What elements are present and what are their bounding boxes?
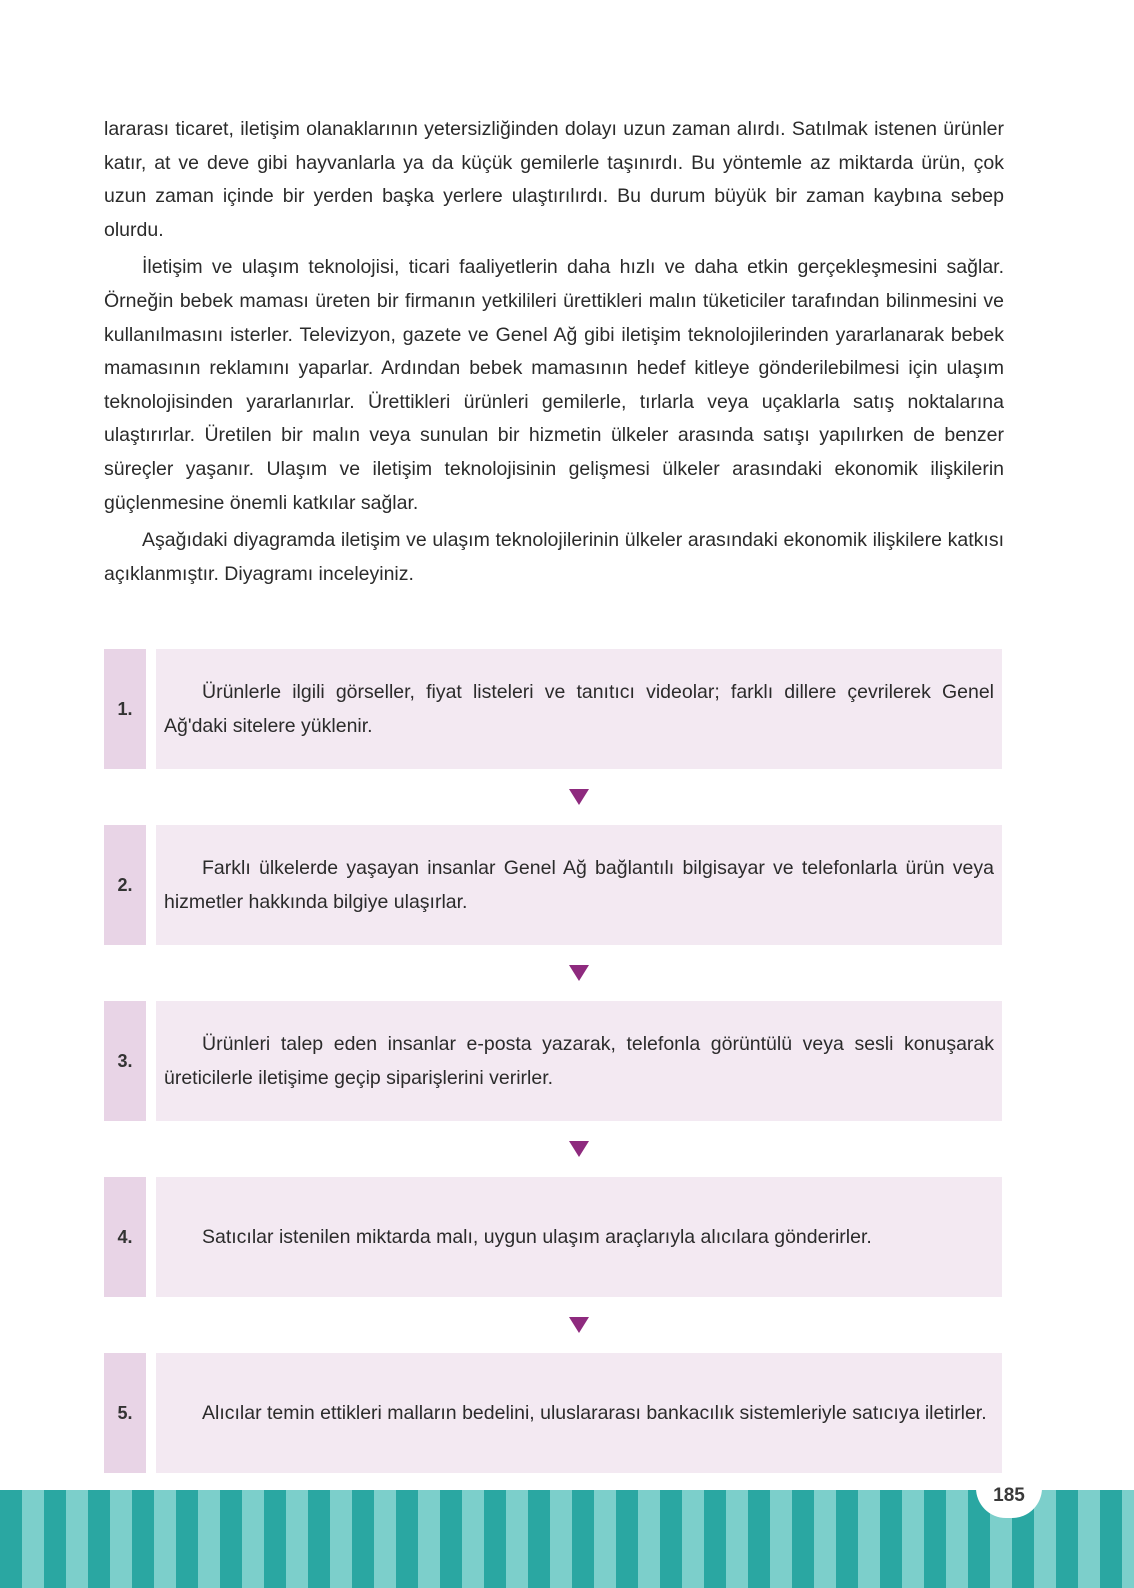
down-triangle-icon bbox=[569, 1141, 589, 1157]
step-text: Alıcılar temin ettikleri malların bedelini, uluslararası bankacılık sistemleriyle satıcıya iletirler. bbox=[202, 1402, 987, 1424]
paragraph: Aşağıdaki diyagramda iletişim ve ulaşım teknolojilerinin ülkeler arasındaki ekonomik ilişkilere katkısı açıklanmıştır. Diyagramı inceleyiniz. bbox=[104, 529, 1004, 585]
step-number: 2. bbox=[104, 825, 146, 945]
step-text: Ürünlerle ilgili görseller, fiyat listeleri ve tanıtıcı videolar; farklı dillere çevrilerek Genel Ağ'daki sitelere yüklenir. bbox=[164, 681, 994, 737]
step-number: 3. bbox=[104, 1001, 146, 1121]
paragraph: lararası ticaret, iletişim olanaklarının yetersizliğinden dolayı uzun zaman alırdı. Satılmak istenen ürünler katır, at ve deve gibi hayvanlarla ya da küçük gemilerle taşınırdı. Bu yöntemle az miktarda ürün, çok uzun zaman içinde bir yerden başka yerlere ulaştırılırdı. Bu durum büyük bir zaman kaybına sebep olurdu. bbox=[104, 118, 1004, 241]
step-box bbox=[156, 1001, 1002, 1121]
step-box bbox=[156, 649, 1002, 769]
flow-arrow bbox=[104, 1297, 1002, 1353]
flow-arrow bbox=[104, 1121, 1002, 1177]
diagram-step-4 bbox=[104, 1177, 1002, 1297]
down-triangle-icon bbox=[569, 965, 589, 981]
page-footer bbox=[0, 1485, 1134, 1588]
flow-arrow bbox=[104, 945, 1002, 1001]
page-number: 185 bbox=[976, 1474, 1042, 1518]
step-text: Ürünleri talep eden insanlar e-posta yazarak, telefonla görüntülü veya sesli konuşarak üreticilerle iletişime geçip siparişlerini verirler. bbox=[164, 1033, 994, 1089]
down-triangle-icon bbox=[569, 1317, 589, 1333]
flow-diagram bbox=[104, 649, 1002, 1473]
step-text: Farklı ülkelerde yaşayan insanlar Genel Ağ bağlantılı bilgisayar ve telefonlarla ürün veya hizmetler hakkında bilgiye ulaşırlar. bbox=[164, 857, 994, 913]
diagram-step-3 bbox=[104, 1001, 1002, 1121]
down-triangle-icon bbox=[569, 789, 589, 805]
flow-arrow bbox=[104, 769, 1002, 825]
diagram-step-1 bbox=[104, 649, 1002, 769]
diagram-step-2 bbox=[104, 825, 1002, 945]
step-number: 5. bbox=[104, 1353, 146, 1473]
paragraph: İletişim ve ulaşım teknolojisi, ticari faaliyetlerin daha hızlı ve daha etkin gerçekleşmesini sağlar. Örneğin bebek maması üreten bir firmanın yetkilileri ürettikleri malın tüketiciler tarafından bilinmesini ve kullanılmasını isterler. Televizyon, gazete ve Genel Ağ gibi iletişim teknolojilerinden yararlanarak bebek mamasının reklamını yaparlar. Ardından bebek mamasının hedef kitleye gönderilebilmesi için ulaşım teknolojisinden yararlanırlar. Ürettikleri ürünleri gemilerle, tırlarla veya uçaklarla satış noktalarına ulaştırırlar. Üretilen bir malın veya sunulan bir hizmetin ülkeler arasında satışı yapılırken de benzer süreçler yaşanır. Ulaşım ve iletişim teknolojisinin gelişmesi ülkeler arasındaki ekonomik ilişkilerin güçlenmesine önemli katkılar sağlar. bbox=[104, 256, 1004, 514]
step-text: Satıcılar istenilen miktarda malı, uygun ulaşım araçlarıyla alıcılara gönderirler. bbox=[202, 1226, 872, 1248]
step-number: 1. bbox=[104, 649, 146, 769]
step-number: 4. bbox=[104, 1177, 146, 1297]
step-box bbox=[156, 1177, 1002, 1297]
diagram-step-5 bbox=[104, 1353, 1002, 1473]
step-box bbox=[156, 1353, 1002, 1473]
body-text bbox=[104, 113, 1004, 595]
step-box bbox=[156, 825, 1002, 945]
